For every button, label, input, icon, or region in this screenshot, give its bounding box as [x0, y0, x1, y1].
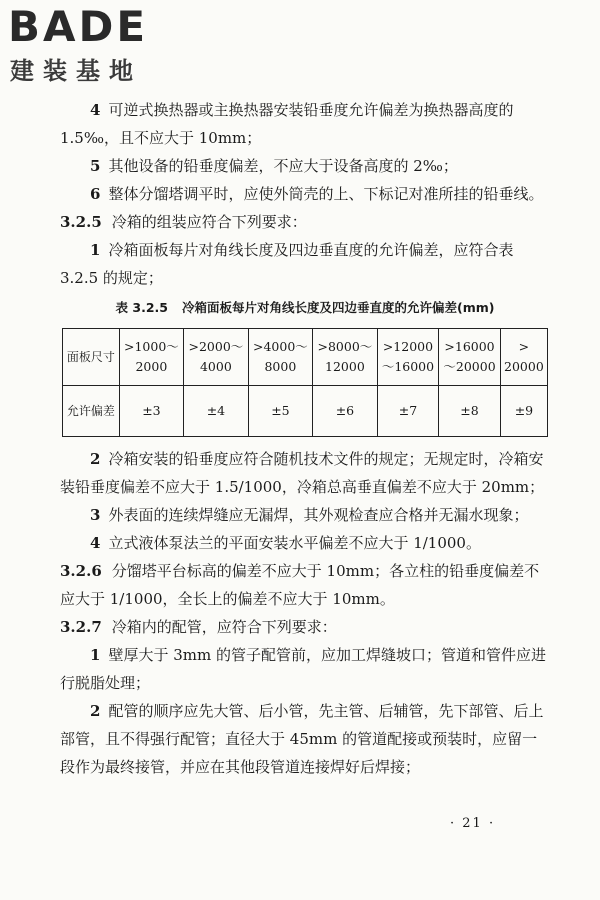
section-text: 分馏塔平台标高的偏差不应大于 10mm；各立柱的铅垂度偏差不应大于 1/1000，全长上的偏差不应大于 10mm。 — [60, 562, 540, 608]
size-value: >4000～ 8000 — [253, 339, 308, 374]
size-value: >1000～ 2000 — [124, 339, 179, 374]
item-text: 整体分馏塔调平时，应使外筒壳的上、下标记对准所挂的铅垂线。 — [108, 185, 544, 203]
item-number: 3 — [90, 506, 101, 524]
item-number: 1 — [90, 646, 101, 664]
item-text: 其他设备的铅垂度偏差，不应大于设备高度的 2‰； — [108, 157, 458, 175]
size-cell — [119, 329, 184, 386]
table-row — [63, 329, 548, 386]
size-value: >8000～ 12000 — [317, 339, 373, 374]
section-3-2-7 — [60, 613, 550, 641]
size-value: > 20000 — [504, 339, 544, 374]
clause-3-2-7-item-1 — [60, 641, 550, 697]
size-cell — [439, 329, 501, 386]
tolerance-cell: ±6 — [313, 386, 378, 437]
size-cell — [248, 329, 313, 386]
clause-3-2-4-item-6 — [60, 180, 550, 208]
item-number: 1 — [90, 241, 101, 259]
size-cell — [377, 329, 439, 386]
item-text: 外表面的连续焊缝应无漏焊，其外观检查应合格并无漏水现象； — [108, 506, 529, 524]
item-text: 冷箱安装的铅垂度应符合随机技术文件的规定；无规定时，冷箱安装铅垂度偏差不应大于 1.5/1000，冷箱总高垂直偏差不应大于 20mm； — [60, 450, 545, 496]
table-row — [63, 386, 548, 437]
size-value: >16000 ～20000 — [443, 339, 496, 374]
clause-3-2-5-item-4 — [60, 529, 550, 557]
item-text: 可逆式换热器或主换热器安装铅垂度允许偏差为换热器高度的 1.5‰，且不应大于 10mm； — [60, 101, 514, 147]
item-number: 2 — [90, 450, 101, 468]
tolerance-cell: ±3 — [119, 386, 184, 437]
item-number: 4 — [90, 534, 101, 552]
tolerance-cell: ±4 — [184, 386, 249, 437]
clause-3-2-4-item-5 — [60, 152, 550, 180]
item-number: 4 — [90, 101, 101, 119]
size-cell — [500, 329, 547, 386]
item-text: 配管的顺序应先大管、后小管，先主管、后辅管，先下部管、后上部管，且不得强行配管；直径大于 45mm 的管道配接或预装时，应留一段作为最终接管，并应在其他段管道连接焊好后焊接； — [60, 702, 544, 776]
tolerance-cell: ±9 — [500, 386, 547, 437]
table-number: 表 3.2.5 — [115, 300, 168, 315]
clause-3-2-7-item-2 — [60, 697, 550, 781]
item-text: 立式液体泵法兰的平面安装水平偏差不应大于 1/1000。 — [108, 534, 481, 552]
tolerance-table — [62, 328, 548, 437]
section-text: 冷箱内的配管，应符合下列要求： — [111, 618, 337, 636]
table-caption — [60, 298, 550, 318]
page-number: · 21 · — [450, 816, 496, 831]
bade-logo — [8, 4, 178, 94]
tolerance-cell: ±7 — [377, 386, 439, 437]
section-number: 3.2.5 — [60, 213, 102, 231]
size-cell — [184, 329, 249, 386]
section-3-2-5 — [60, 208, 550, 236]
size-cell — [313, 329, 378, 386]
clause-3-2-5-item-3 — [60, 501, 550, 529]
size-value: >2000～ 4000 — [188, 339, 244, 374]
section-text: 冷箱的组装应符合下列要求： — [111, 213, 307, 231]
logo-wordmark: BADE — [8, 2, 149, 51]
item-number: 6 — [90, 185, 101, 203]
item-text: 冷箱面板每片对角线长度及四边垂直度的允许偏差，应符合表 3.2.5 的规定； — [60, 241, 514, 287]
tolerance-cell: ±8 — [439, 386, 501, 437]
size-value: >12000 ～16000 — [381, 339, 435, 374]
item-text: 壁厚大于 3mm 的管子配管前，应加工焊缝坡口；管道和管件应进行脱脂处理； — [60, 646, 546, 692]
row-header-panel-size: 面板尺寸 — [63, 329, 120, 386]
clause-3-2-5-item-2 — [60, 445, 550, 501]
item-number: 5 — [90, 157, 101, 175]
logo-subtitle: 建装基地 — [10, 57, 142, 85]
row-header-tolerance: 允许偏差 — [63, 386, 120, 437]
section-number: 3.2.7 — [60, 618, 102, 636]
clause-3-2-4-item-4 — [60, 96, 550, 152]
section-number: 3.2.6 — [60, 562, 102, 580]
table-title: 冷箱面板每片对角线长度及四边垂直度的允许偏差(mm) — [181, 300, 495, 315]
tolerance-cell: ±5 — [248, 386, 313, 437]
item-number: 2 — [90, 702, 101, 720]
document-body — [60, 96, 550, 781]
section-3-2-6 — [60, 557, 550, 613]
clause-3-2-5-item-1 — [60, 236, 550, 292]
